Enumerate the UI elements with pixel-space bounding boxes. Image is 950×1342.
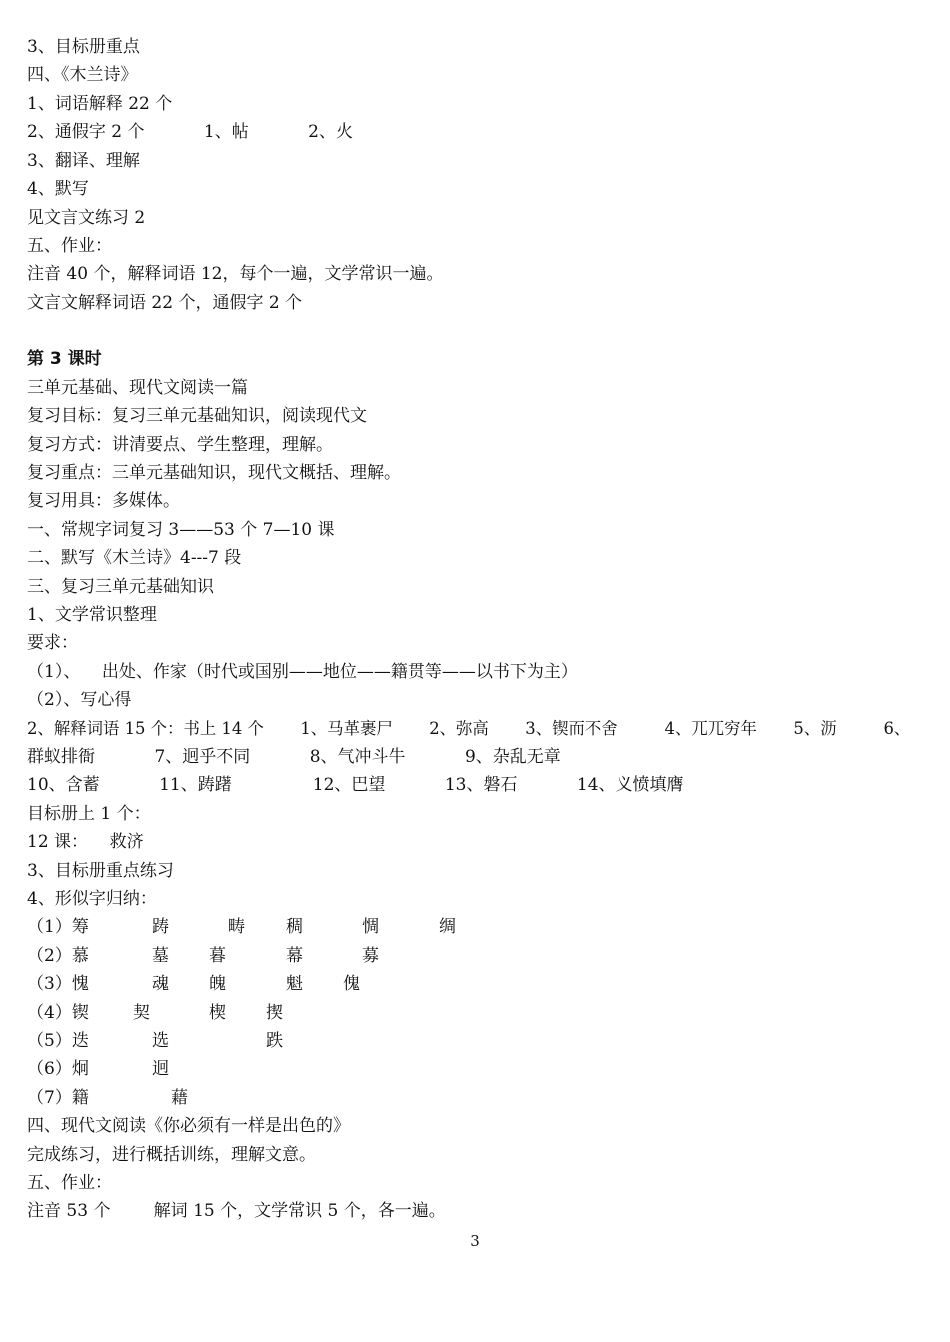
text-line: 三单元基础、现代文阅读一篇 xyxy=(27,378,248,398)
text-line: 目标册上 1 个： xyxy=(27,804,151,824)
text-line: 4、默写 xyxy=(27,179,89,199)
text-line: 3、翻译、理解 xyxy=(27,151,140,171)
lesson-heading: 第 3 课时 xyxy=(27,349,102,369)
text-line: 群蚁排衙 7、迥乎不同 8、气冲斗牛 9、杂乱无章 xyxy=(27,747,561,767)
char-cell: 惆 xyxy=(362,917,379,937)
char-cell: 迥 xyxy=(152,1059,169,1079)
char-cell: （4）锲 xyxy=(27,1003,89,1023)
char-cell: （1）筹 xyxy=(27,917,89,937)
text-line: 注音 53 个 解词 15 个，文学常识 5 个，各一遍。 xyxy=(27,1201,446,1221)
char-cell: （6）炯 xyxy=(27,1059,89,1079)
char-cell: 暮 xyxy=(209,946,226,966)
char-cell: 契 xyxy=(133,1003,150,1023)
text-line: 二、默写《木兰诗》4---7 段 xyxy=(27,548,242,568)
text-line: 五、作业： xyxy=(27,1173,112,1193)
text-line: 3、目标册重点练习 xyxy=(27,861,174,881)
text-line: （1）、 出处、作家（时代或国别——地位——籍贯等——以书下为主） xyxy=(27,662,578,682)
char-cell: 踌 xyxy=(152,917,169,937)
char-cell: 魄 xyxy=(209,974,226,994)
page-number: 3 xyxy=(470,1232,480,1250)
char-cell: （7）籍 xyxy=(27,1088,89,1108)
char-cell: 跌 xyxy=(266,1031,283,1051)
char-cell: 魂 xyxy=(152,974,169,994)
char-cell: 傀 xyxy=(343,974,360,994)
text-line: 复习目标：复习三单元基础知识，阅读现代文 xyxy=(27,406,367,426)
text-line: 复习重点：三单元基础知识，现代文概括、理解。 xyxy=(27,463,401,483)
text-line: 复习方式：讲清要点、学生整理，理解。 xyxy=(27,435,333,455)
char-cell: （5）迭 xyxy=(27,1031,89,1051)
text-line: 复习用具：多媒体。 xyxy=(27,491,180,511)
text-line: 三、复习三单元基础知识 xyxy=(27,577,214,597)
char-cell: 魁 xyxy=(286,974,303,994)
char-cell: 楔 xyxy=(209,1003,226,1023)
char-cell: 藉 xyxy=(171,1088,188,1108)
text-line: （2）、写心得 xyxy=(27,690,132,710)
text-line: 1、词语解释 22 个 xyxy=(27,94,173,114)
char-cell: 选 xyxy=(152,1031,169,1051)
text-line: 四、《木兰诗》 xyxy=(27,65,138,85)
char-cell: （3）愧 xyxy=(27,974,89,994)
char-cell: 募 xyxy=(362,946,379,966)
char-cell: 稠 xyxy=(286,917,303,937)
text-line: 12 课： 救济 xyxy=(27,832,144,852)
text-line: 10、含蓄 11、踌躇 12、巴望 13、磐石 14、义愤填膺 xyxy=(27,775,684,795)
text-line: 四、现代文阅读《你必须有一样是出色的》 xyxy=(27,1116,350,1136)
text-line: 注音 40 个，解释词语 12，每个一遍，文学常识一遍。 xyxy=(27,264,444,284)
text-line: 2、通假字 2 个 1、帖 2、火 xyxy=(27,122,353,142)
text-line: 五、作业： xyxy=(27,236,112,256)
char-cell: （2）慕 xyxy=(27,946,89,966)
text-line: 1、文学常识整理 xyxy=(27,605,157,625)
text-line: 完成练习，进行概括训练，理解文意。 xyxy=(27,1145,316,1165)
text-line: 见文言文练习 2 xyxy=(27,208,146,228)
text-line: 一、常规字词复习 3——53 个 7—10 课 xyxy=(27,520,335,540)
char-cell: 畴 xyxy=(228,917,245,937)
char-cell: 揳 xyxy=(266,1003,283,1023)
char-cell: 墓 xyxy=(152,946,169,966)
text-line: 2、解释词语 15 个：书上 14 个 1、马革裹尸 2、弥高 3、锲而不舍 4、兀兀穷年 5、沥 6、 xyxy=(27,719,911,738)
text-line: 文言文解释词语 22 个，通假字 2 个 xyxy=(27,293,303,313)
text-line: 要求： xyxy=(27,633,78,653)
text-line: 3、目标册重点 xyxy=(27,37,140,57)
text-line: 4、形似字归纳： xyxy=(27,889,157,909)
char-cell: 幕 xyxy=(286,946,303,966)
char-cell: 绸 xyxy=(439,917,456,937)
